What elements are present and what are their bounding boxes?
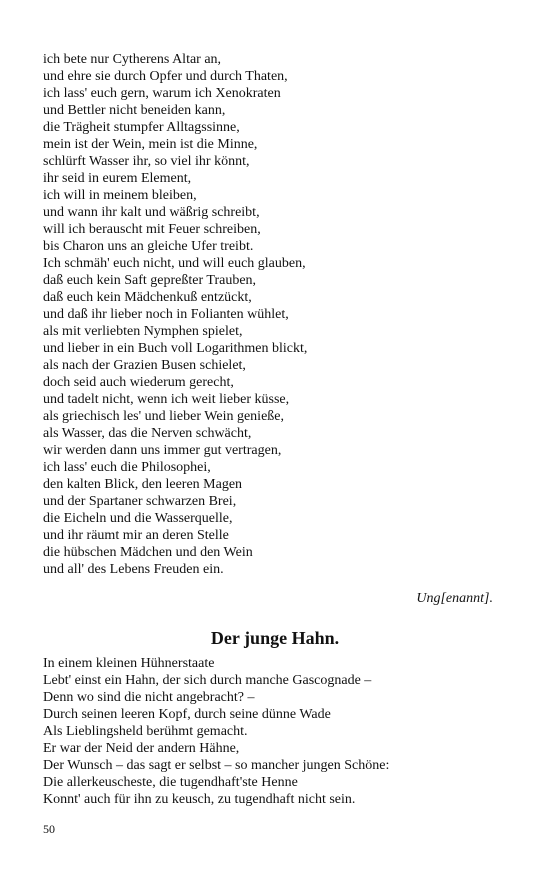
- verse-line: als griechisch les' und lieber Wein genieße,: [43, 409, 285, 424]
- verse-line: Als Lieblingsheld berühmt gemacht.: [43, 724, 248, 739]
- verse-line: ich bete nur Cytherens Altar an,: [43, 52, 222, 67]
- verse-line: die Trägheit stumpfer Alltagssinne,: [43, 120, 240, 135]
- verse-line: In einem kleinen Hühnerstaate: [43, 656, 215, 671]
- verse-line: daß euch kein Saft gepreßter Trauben,: [43, 273, 257, 288]
- verse-line: bis Charon uns an gleiche Ufer treibt.: [43, 239, 254, 254]
- verse-line: Der Wunsch – das sagt er selbst – so mancher jungen Schöne:: [43, 758, 390, 773]
- verse-line: ich will in meinem bleiben,: [43, 188, 197, 203]
- verse-line: und ehre sie durch Opfer und durch Thaten,: [43, 69, 288, 84]
- verse-line: schlürft Wasser ihr, so viel ihr könnt,: [43, 154, 250, 169]
- poem-title: Der junge Hahn.: [210, 628, 340, 648]
- verse-line: und all' des Lebens Freuden ein.: [43, 562, 224, 577]
- verse-line: will ich berauscht mit Feuer schreiben,: [43, 222, 261, 237]
- verse-line: Lebt' einst ein Hahn, der sich durch manche Gascognade –: [43, 673, 372, 688]
- verse-line: Ich schmäh' euch nicht, und will euch glauben,: [43, 256, 306, 271]
- verse-line: mein ist der Wein, mein ist die Minne,: [43, 137, 258, 152]
- verse-line: Konnt' auch für ihn zu keusch, zu tugendhaft nicht sein.: [43, 792, 356, 807]
- verse-line: und daß ihr lieber noch in Folianten wühlet,: [43, 307, 289, 322]
- verse-line: und der Spartaner schwarzen Brei,: [43, 494, 237, 509]
- verse-line: ihr seid in eurem Element,: [43, 171, 192, 186]
- verse-line: Durch seinen leeren Kopf, durch seine dünne Wade: [43, 707, 331, 722]
- verse-line: Denn wo sind die nicht angebracht? –: [43, 690, 255, 705]
- verse-line: den kalten Blick, den leeren Magen: [43, 477, 243, 492]
- author-attribution: Ung[enannt].: [416, 591, 493, 606]
- page-number: 50: [43, 822, 55, 836]
- verse-line: und wann ihr kalt und wäßrig schreibt,: [43, 205, 260, 220]
- verse-line: die hübschen Mädchen und den Wein: [43, 545, 253, 560]
- verse-line: als mit verliebten Nymphen spielet,: [43, 324, 243, 339]
- verse-line: Er war der Neid der andern Hähne,: [43, 741, 240, 756]
- poem-der-junge-hahn: [43, 655, 513, 808]
- verse-line: wir werden dann uns immer gut vertragen,: [43, 443, 282, 458]
- verse-line: und ihr räumt mir an deren Stelle: [43, 528, 229, 543]
- verse-line: und Bettler nicht beneiden kann,: [43, 103, 226, 118]
- verse-line: die Eicheln und die Wasserquelle,: [43, 511, 233, 526]
- verse-line: als nach der Grazien Busen schielet,: [43, 358, 246, 373]
- verse-line: als Wasser, das die Nerven schwächt,: [43, 426, 252, 441]
- verse-line: und lieber in ein Buch voll Logarithmen blickt,: [43, 341, 308, 356]
- verse-line: doch seid auch wiederum gerecht,: [43, 375, 234, 390]
- verse-line: und tadelt nicht, wenn ich weit lieber küsse,: [43, 392, 290, 407]
- verse-line: daß euch kein Mädchenkuß entzückt,: [43, 290, 252, 305]
- poem-continued: [43, 51, 513, 578]
- verse-line: ich lass' euch gern, warum ich Xenokraten: [43, 86, 281, 101]
- verse-line: ich lass' euch die Philosophei,: [43, 460, 211, 475]
- verse-line: Die allerkeuscheste, die tugendhaft'ste Henne: [43, 775, 298, 790]
